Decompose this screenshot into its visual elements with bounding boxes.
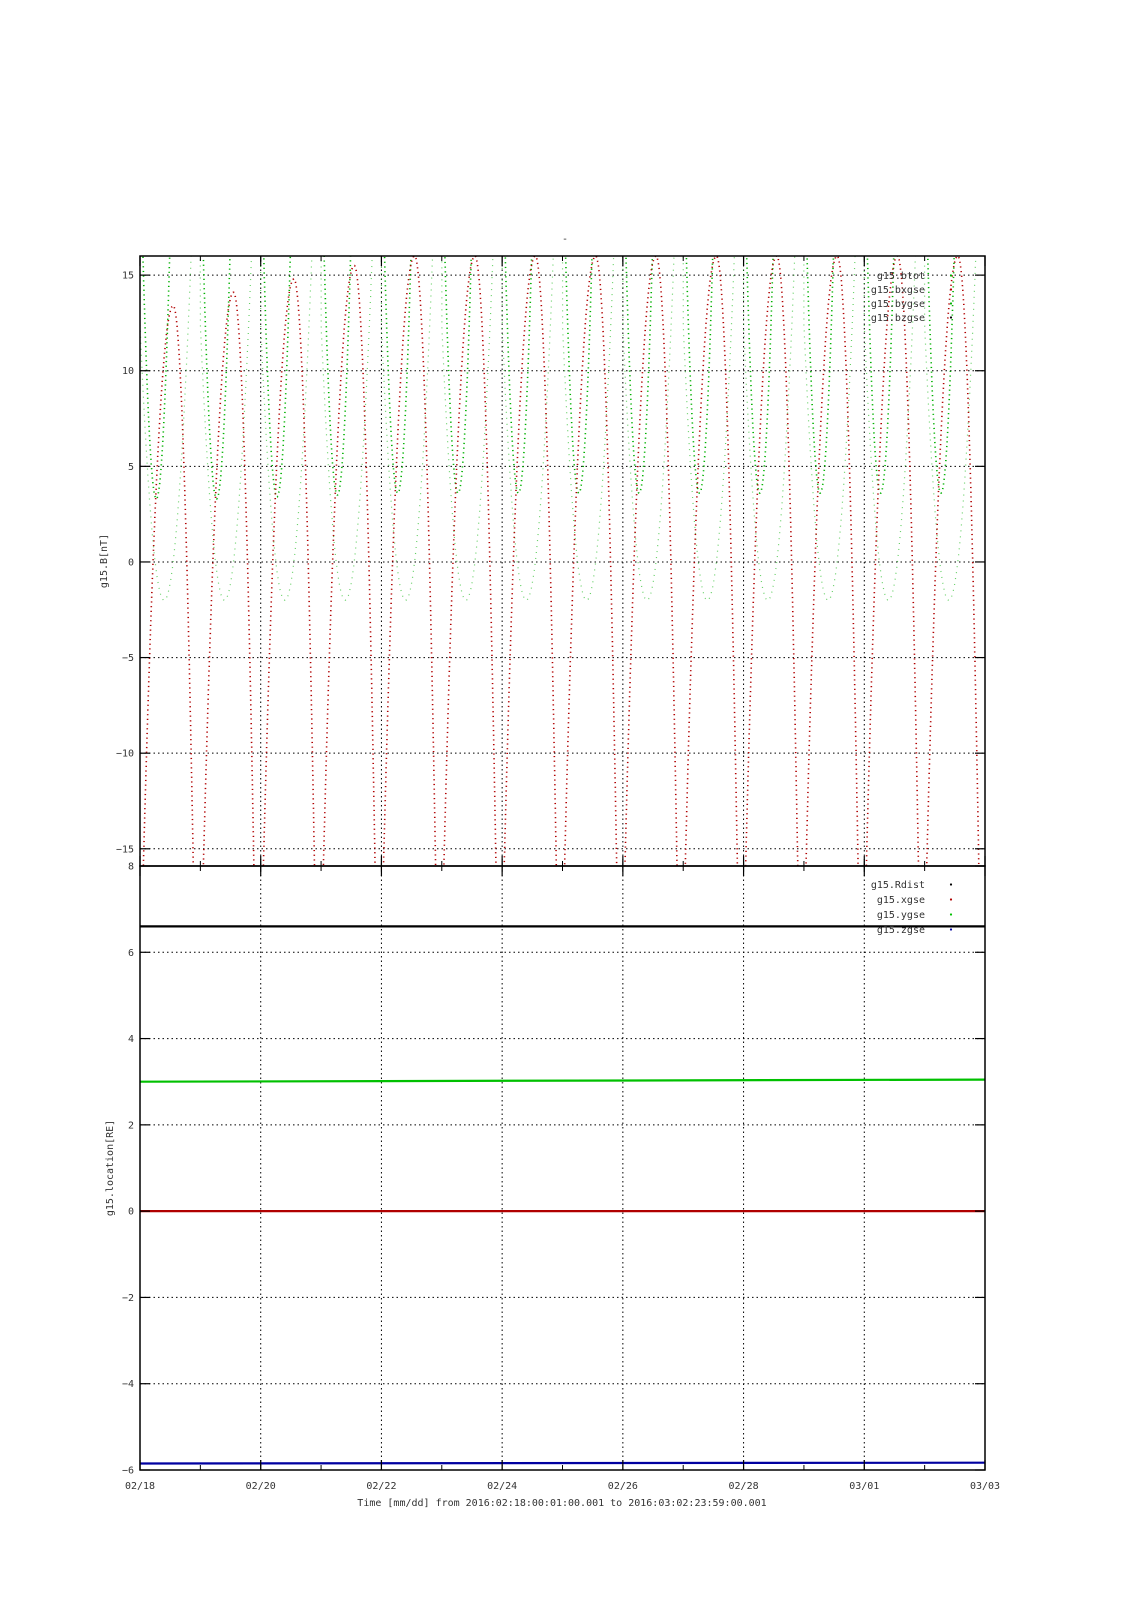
panel2-y-tick-label: 8 (127, 861, 134, 873)
legend-label: g15.ygse (876, 910, 925, 921)
legend-label: g15.btot (876, 271, 925, 282)
legend-marker (950, 316, 952, 318)
panel2-y-tick-labels (122, 862, 134, 1477)
panel1-y-tick-label: −5 (121, 653, 134, 665)
panel1-y-tick-label: 10 (121, 366, 134, 378)
page-title: - (561, 234, 569, 245)
legend-label: g15.bzgse (870, 313, 925, 324)
panel2-y-tick-label: −2 (121, 1292, 134, 1304)
series-bxgse (140, 256, 985, 896)
legend-label: g15.bygse (870, 299, 925, 310)
panel1-ticks (140, 256, 985, 866)
panel2-series (140, 926, 985, 1463)
panel1-grid (140, 256, 985, 866)
legend-marker (950, 883, 952, 885)
x-tick-labels (125, 1481, 1000, 1492)
x-tick-label: 02/22 (366, 1481, 397, 1492)
panel2-frame (140, 866, 985, 1470)
legend-marker (950, 302, 952, 304)
x-tick-label: 02/20 (245, 1481, 276, 1492)
legend-label: g15.bxgse (870, 285, 925, 296)
magnetic-field-panel (99, 226, 985, 896)
legend-marker (950, 928, 952, 930)
legend-marker (950, 898, 952, 900)
x-tick-label: 03/01 (849, 1481, 880, 1492)
series-zgse (140, 1463, 985, 1464)
panel2-y-tick-label: −6 (121, 1465, 134, 1477)
panel2-legend (871, 880, 952, 936)
location-panel (105, 862, 985, 1477)
panel2-grid (140, 866, 985, 1470)
panel2-ticks (140, 866, 985, 1470)
legend-marker (950, 274, 952, 276)
legend-marker (950, 288, 952, 290)
panel1-y-tick-label: −15 (115, 844, 134, 856)
panel1-legend (871, 271, 952, 324)
series-bygse (140, 226, 985, 600)
x-tick-label: 02/26 (607, 1481, 638, 1492)
panel2-y-axis-title: g15.location[RE] (105, 1119, 116, 1217)
legend-label: g15.xgse (876, 895, 925, 906)
panel1-frame (140, 256, 985, 866)
x-tick-label: 02/24 (487, 1481, 518, 1492)
legend-label: g15.Rdist (870, 880, 925, 891)
panel2-y-tick-label: 6 (127, 947, 134, 959)
x-tick-label: 02/18 (124, 1481, 156, 1492)
panel1-y-tick-label: −10 (115, 748, 134, 760)
panel1-y-tick-label: 15 (121, 270, 134, 282)
x-tick-label: 02/28 (728, 1481, 759, 1492)
panel2-y-tick-label: 4 (127, 1034, 134, 1046)
legend-marker (950, 913, 952, 915)
panel1-y-tick-labels (116, 271, 134, 856)
x-axis-title: Time [mm/dd] from 2016:02:18:00:01:00.001 to 2016:03:02:23:59:00.001 (357, 1498, 767, 1509)
panel1-y-tick-label: 0 (127, 557, 134, 569)
series-btot (140, 226, 985, 499)
panel1-y-tick-label: 5 (127, 461, 134, 473)
legend-label: g15.zgse (876, 925, 925, 936)
panel1-series (140, 226, 985, 896)
series-ygse (140, 1080, 985, 1082)
panel2-y-tick-label: 2 (127, 1120, 134, 1132)
panel2-y-tick-label: 0 (127, 1206, 134, 1218)
x-tick-label: 03/03 (969, 1481, 1001, 1492)
panel2-y-tick-label: −4 (121, 1379, 134, 1391)
panel1-y-axis-title: g15.B[nT] (99, 533, 110, 589)
